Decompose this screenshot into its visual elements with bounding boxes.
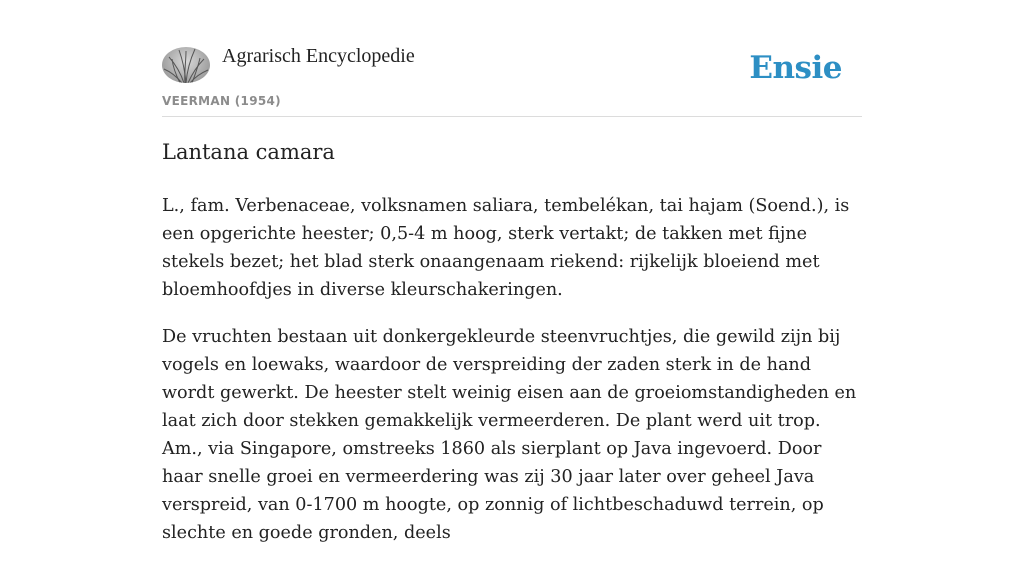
grass-thumbnail-icon[interactable] [162,47,210,83]
paragraph: De vruchten bestaan uit donkergekleurde steenvruchtjes, die gewild zijn bij vogels en loewaks, waardoor de verspreiding der zaden sterk in de hand wordt gewerkt. De heester stelt weinig eisen aan de groeiomstandigheden en laat zich door stekken gemakkelijk vermeerderen. De plant werd uit trop. Am., via Singapore, omstreeks 1860 als sierplant op Java ingevoerd. Door haar snelle groei en vermeerdering was zij 30 jaar later over geheel Java verspreid, van 0-1700 m hoogte, op zonnig of lichtbeschaduwd terrein, op slechte en goede gronden, deels [162,327,857,543]
source-title[interactable]: Agrarisch Encyclopedie [222,45,415,67]
paragraph: L., fam. Verbenaceae, volksnamen saliara, tembelékan, tai hajam (Soend.), is een opgerichte heester; 0,5-4 m hoog, sterk vertakt; de takken met fijne stekels bezet; het blad sterk onaangenaam riekend: rijkelijk bloeiend met bloemhoofdjes in diverse kleurschakeringen. [162,196,850,300]
article-body [162,192,862,566]
article-title: Lantana camara [162,140,335,164]
brand-logo[interactable]: Ensie [749,50,842,86]
source-meta: VEERMAN (1954) [162,94,281,108]
article-page [162,0,862,543]
source-header [162,0,862,117]
